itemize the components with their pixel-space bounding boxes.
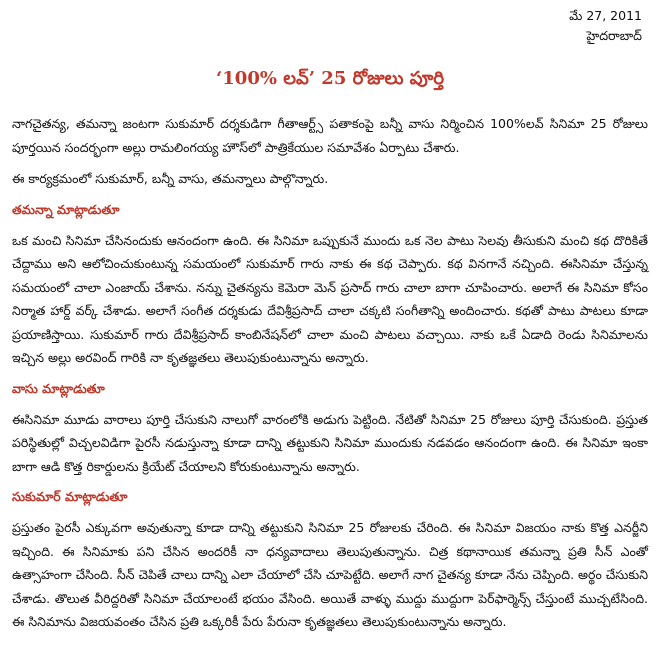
intro-paragraph: నాగచైతన్య, తమన్నా జంటగా సుకుమార్ దర్శకుడిగా గీతాఆర్ట్స్ పతాకంపై బన్నీ వాసు నిర్మించిన 100%లవ్ సినిమా 25 రోజులు పూర్తయిన సందర్భంగా అల్లు రామలింగయ్య హౌస్‌లో పాత్రికేయుల సమావేశం ఏర్పాటు చేశారు. <box>12 116 648 155</box>
section-body-vasu: ఈసినిమా మూడు వారాలు పూర్తి చేసుకుని నాలుగో వారంలోకి అడుగు పెట్టింది. నేటితో సినిమా 25 రోజులు పూర్తి చేసుకుంది. ప్రస్తుత పరిస్థితుల్లో విచ్చలవిడిగా పైరసీ నడుస్తున్నా కూడా దాన్ని తట్టుకుని సినిమా ముందుకు నడవడం ఆనందంగా ఉంది. ఈ సినిమా ఇంకా బాగా ఆడి కొత్త రికార్డులను క్రియేట్ చేయాలని కోరుకుంటున్నాను అన్నారు. <box>12 411 648 474</box>
article-title: ‘100% లవ్’ 25 రోజులు పూర్తి <box>216 68 444 89</box>
section-body-sukumar: ప్రస్తుతం పైరసీ ఎక్కువగా అవుతున్నా కూడా దాన్ని తట్టుకుని సినిమా 25 రోజులకు చేరింది. ఈ సినిమా విజయం నాకు కొత్త ఎనర్జీని ఇచ్చింది. ఈ సినిమాకు పని చేసిన అందరికీ నా ధన్యవాదాలు తెలుపుతున్నాను. చిత్ర కథానాయిక తమన్నా ప్రతి సీన్ ఎంతో ఉత్సాహంగా చేసింది. సీన్ చెపితే చాలు దాన్ని ఎలా చేయాలో చేసి చూపెట్టేది. అలాగే నాగ చైతన్య కూడా నేను చెప్పింది. అర్థం చేసుకుని చేశాడు. తొలుత వీరిద్దరితో సినిమా చేయాలంటే భయం వేసింది. అయితే వాళ్ళు ముద్దు ముద్దుగా పెర్‌ఫార్మెన్స్ చేస్తుంటే ముచ్చటేసింది. ఈ సినిమాను విజయవంతం చేసిన ప్రతి ఒక్కరికీ పేరు పేరునా కృతజ్ఞతలు తెలుపుకుంటున్నాను అన్నారు. <box>12 520 648 629</box>
section-heading-tamanna: తమన్నా మాట్లాడుతూ <box>12 201 120 217</box>
section-heading-sukumar: సుకుమార్ మాట్లాడుతూ <box>12 489 128 504</box>
dateline <box>569 6 642 46</box>
section-body-tamanna: ఒక మంచి సినిమా చేసినందుకు ఆనందంగా ఉంది. ఈ సినిమా ఒప్పుకునే ముందు ఒక నెల పాటు సెలవు తీసుకుని మంచి కథ దొరికితే చేద్దాము అని ఆలోచించుకుంటున్న సమయంలో సుకుమార్ గారు నాకు ఈ కథ చెప్పారు. కథ వినగానే నచ్చింది. ఈసినిమా చేస్తున్న సమయంలో చాలా ఎంజాయ్ చేశాను. నన్ను చైతన్యను కెమెరా మెన్ ప్రసాద్ గారు చాలా బాగా చూపించారు. అలాగే ఈ సినిమా కోసం నిర్మాత హార్డ్ వర్క్ చేశాడు. అలాగే సంగీత దర్శకుడు దేవిశ్రీప్రసాద్ చాలా చక్కటి సంగీతాన్ని అందించారు. కథతో పాటు పాటలు కూడా ప్రయాణిస్తాయి. సుకుమార్ గారు దేవిశ్రీప్రసాద్ కాంబినేషన్‌లో చాలా మంచి పాటలు వచ్చాయి. నాకు ఒకే ఏడాది రెండు సినిమాలను ఇచ్చిన అల్లు అరవింద్ గారికి నా కృతజ్ఞతలు తెలుపుకుంటున్నాను అన్నారు. <box>12 232 648 365</box>
article-date: మే 27, 2011 <box>569 8 642 23</box>
intro-paragraph: ఈ కార్యక్రమంలో సుకుమార్, బన్నీ వాసు, తమన్నాలు పాల్గొన్నారు. <box>12 171 329 186</box>
article-place: హైదరాబాద్ <box>586 28 642 43</box>
section-heading-vasu: వాసు మాట్లాడుతూ <box>12 380 105 396</box>
article-body <box>12 112 648 634</box>
